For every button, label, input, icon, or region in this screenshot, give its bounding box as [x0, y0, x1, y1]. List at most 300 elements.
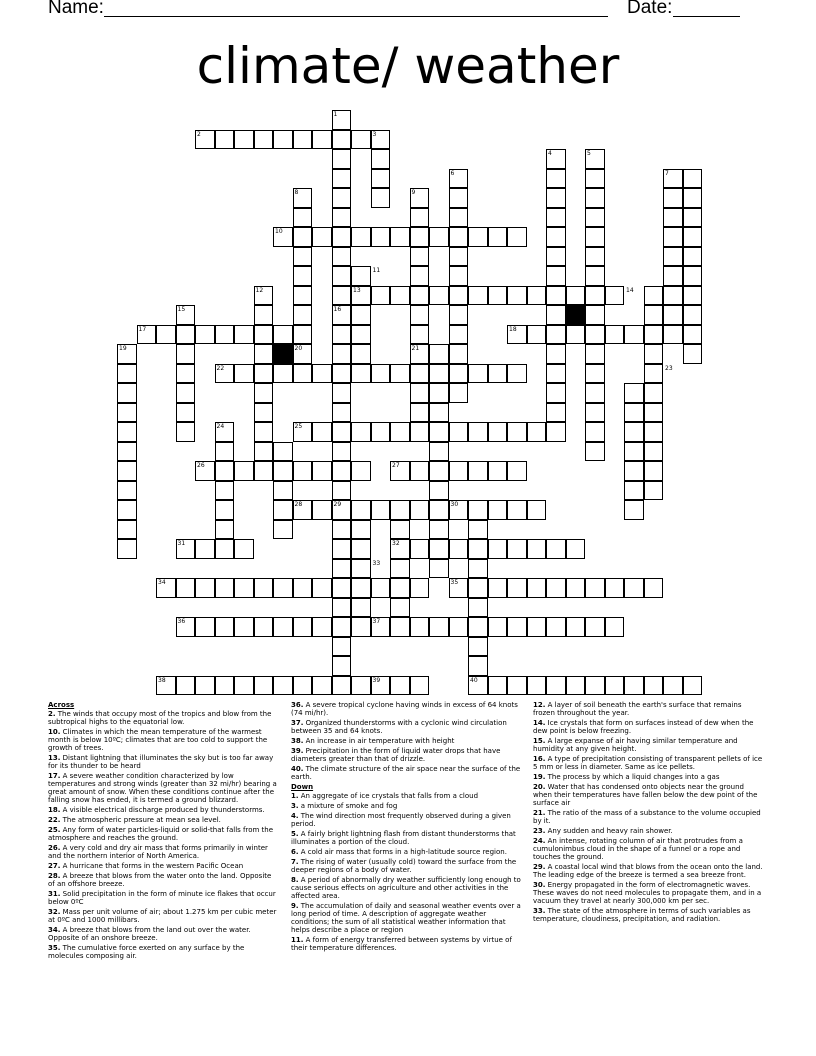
grid-cell[interactable]: [410, 383, 430, 403]
grid-cell[interactable]: [117, 481, 137, 501]
grid-cell[interactable]: [371, 227, 391, 247]
grid-cell[interactable]: [390, 227, 410, 247]
grid-cell[interactable]: [351, 559, 371, 579]
grid-cell[interactable]: [429, 442, 449, 462]
grid-cell[interactable]: [234, 364, 254, 384]
grid-cell[interactable]: [117, 422, 137, 442]
grid-cell[interactable]: [293, 364, 313, 384]
grid-cell[interactable]: [527, 578, 547, 598]
grid-cell[interactable]: [527, 325, 547, 345]
grid-cell[interactable]: [332, 286, 352, 306]
grid-cell[interactable]: [429, 344, 449, 364]
grid-cell[interactable]: [644, 676, 664, 696]
grid-cell[interactable]: [390, 364, 410, 384]
grid-cell[interactable]: [488, 422, 508, 442]
grid-cell[interactable]: [429, 559, 449, 579]
grid-cell[interactable]: [585, 403, 605, 423]
grid-cell[interactable]: [624, 500, 644, 520]
grid-cell[interactable]: [507, 500, 527, 520]
grid-cell[interactable]: [527, 617, 547, 637]
grid-cell[interactable]: [254, 305, 274, 325]
grid-cell[interactable]: [371, 422, 391, 442]
grid-cell[interactable]: [683, 266, 703, 286]
grid-cell[interactable]: [273, 461, 293, 481]
grid-cell[interactable]: [585, 208, 605, 228]
grid-cell[interactable]: [410, 461, 430, 481]
grid-cell[interactable]: [585, 364, 605, 384]
grid-cell[interactable]: [449, 383, 469, 403]
grid-cell[interactable]: [488, 578, 508, 598]
grid-cell[interactable]: [507, 227, 527, 247]
grid-cell[interactable]: [254, 130, 274, 150]
grid-cell[interactable]: [566, 286, 586, 306]
grid-cell[interactable]: [468, 656, 488, 676]
grid-cell[interactable]: [663, 305, 683, 325]
grid-cell[interactable]: [371, 364, 391, 384]
grid-cell[interactable]: [410, 403, 430, 423]
grid-cell[interactable]: [176, 403, 196, 423]
grid-cell[interactable]: [605, 325, 625, 345]
grid-cell[interactable]: [488, 364, 508, 384]
grid-cell[interactable]: [254, 617, 274, 637]
grid-cell[interactable]: [683, 247, 703, 267]
grid-cell[interactable]: [585, 247, 605, 267]
grid-cell[interactable]: [312, 364, 332, 384]
grid-cell[interactable]: [644, 325, 664, 345]
grid-cell[interactable]: [234, 539, 254, 559]
grid-cell[interactable]: [585, 227, 605, 247]
grid-cell[interactable]: [566, 676, 586, 696]
grid-cell[interactable]: [332, 247, 352, 267]
grid-cell[interactable]: [273, 130, 293, 150]
grid-cell[interactable]: [351, 500, 371, 520]
grid-cell[interactable]: [351, 617, 371, 637]
grid-cell[interactable]: [293, 617, 313, 637]
grid-cell[interactable]: [332, 617, 352, 637]
grid-cell[interactable]: [351, 364, 371, 384]
grid-cell[interactable]: [332, 149, 352, 169]
grid-cell[interactable]: [312, 617, 332, 637]
grid-cell[interactable]: [546, 364, 566, 384]
grid-cell[interactable]: [624, 383, 644, 403]
grid-cell[interactable]: [371, 286, 391, 306]
grid-cell[interactable]: [663, 188, 683, 208]
grid-cell[interactable]: [156, 325, 176, 345]
grid-cell[interactable]: [273, 481, 293, 501]
grid-cell[interactable]: [468, 227, 488, 247]
grid-cell[interactable]: [351, 422, 371, 442]
grid-cell[interactable]: [507, 286, 527, 306]
grid-cell[interactable]: [410, 500, 430, 520]
grid-cell[interactable]: [215, 539, 235, 559]
grid-cell[interactable]: [429, 617, 449, 637]
grid-cell[interactable]: [546, 383, 566, 403]
grid-cell[interactable]: [332, 266, 352, 286]
grid-cell[interactable]: [332, 383, 352, 403]
grid-cell[interactable]: [429, 286, 449, 306]
grid-cell[interactable]: [429, 481, 449, 501]
grid-cell[interactable]: [351, 227, 371, 247]
grid-cell[interactable]: [332, 130, 352, 150]
grid-cell[interactable]: [546, 422, 566, 442]
grid-cell[interactable]: [507, 539, 527, 559]
grid-cell[interactable]: [371, 578, 391, 598]
grid-cell[interactable]: [332, 481, 352, 501]
grid-cell[interactable]: [488, 286, 508, 306]
grid-cell[interactable]: [332, 578, 352, 598]
grid-cell[interactable]: [566, 578, 586, 598]
grid-cell[interactable]: [371, 188, 391, 208]
grid-cell[interactable]: [254, 578, 274, 598]
grid-cell[interactable]: [117, 383, 137, 403]
grid-cell[interactable]: [449, 539, 469, 559]
grid-cell[interactable]: [468, 637, 488, 657]
grid-cell[interactable]: [234, 325, 254, 345]
grid-cell[interactable]: [468, 578, 488, 598]
grid-cell[interactable]: [663, 247, 683, 267]
grid-cell[interactable]: [468, 364, 488, 384]
grid-cell[interactable]: [254, 442, 274, 462]
grid-cell[interactable]: [351, 305, 371, 325]
grid-cell[interactable]: [215, 442, 235, 462]
grid-cell[interactable]: [644, 383, 664, 403]
grid-cell[interactable]: [254, 344, 274, 364]
grid-cell[interactable]: [176, 676, 196, 696]
grid-cell[interactable]: [683, 676, 703, 696]
grid-cell[interactable]: [117, 461, 137, 481]
grid-cell[interactable]: [390, 500, 410, 520]
grid-cell[interactable]: [585, 188, 605, 208]
grid-cell[interactable]: [507, 617, 527, 637]
grid-cell[interactable]: [390, 676, 410, 696]
grid-cell[interactable]: [254, 676, 274, 696]
grid-cell[interactable]: [390, 598, 410, 618]
grid-cell[interactable]: [683, 286, 703, 306]
grid-cell[interactable]: [429, 461, 449, 481]
grid-cell[interactable]: [449, 247, 469, 267]
grid-cell[interactable]: [449, 227, 469, 247]
grid-cell[interactable]: [468, 520, 488, 540]
grid-cell[interactable]: [546, 247, 566, 267]
grid-cell[interactable]: [546, 578, 566, 598]
grid-cell[interactable]: [663, 266, 683, 286]
grid-cell[interactable]: [449, 364, 469, 384]
grid-cell[interactable]: [273, 442, 293, 462]
grid-cell[interactable]: [351, 130, 371, 150]
grid-cell[interactable]: [449, 325, 469, 345]
grid-cell[interactable]: [273, 364, 293, 384]
grid-cell[interactable]: [663, 325, 683, 345]
grid-cell[interactable]: [293, 208, 313, 228]
grid-cell[interactable]: [254, 422, 274, 442]
grid-cell[interactable]: [663, 676, 683, 696]
grid-cell[interactable]: [624, 442, 644, 462]
grid-cell[interactable]: [429, 403, 449, 423]
grid-cell[interactable]: [254, 383, 274, 403]
grid-cell[interactable]: [215, 578, 235, 598]
grid-cell[interactable]: [449, 208, 469, 228]
grid-cell[interactable]: [585, 578, 605, 598]
grid-cell[interactable]: [332, 656, 352, 676]
grid-cell[interactable]: [429, 422, 449, 442]
grid-cell[interactable]: [312, 130, 332, 150]
grid-cell[interactable]: [351, 325, 371, 345]
grid-cell[interactable]: [351, 344, 371, 364]
grid-cell[interactable]: [410, 247, 430, 267]
grid-cell[interactable]: [234, 578, 254, 598]
grid-cell[interactable]: [332, 227, 352, 247]
grid-cell[interactable]: [527, 422, 547, 442]
grid-cell[interactable]: [585, 344, 605, 364]
grid-cell[interactable]: [546, 208, 566, 228]
grid-cell[interactable]: [312, 500, 332, 520]
grid-cell[interactable]: [293, 247, 313, 267]
grid-cell[interactable]: [332, 461, 352, 481]
grid-cell[interactable]: [644, 286, 664, 306]
grid-cell[interactable]: [605, 286, 625, 306]
grid-cell[interactable]: [527, 539, 547, 559]
grid-cell[interactable]: [683, 305, 703, 325]
grid-cell[interactable]: [546, 305, 566, 325]
grid-cell[interactable]: [215, 500, 235, 520]
grid-cell[interactable]: [488, 227, 508, 247]
grid-cell[interactable]: [644, 578, 664, 598]
grid-cell[interactable]: [254, 461, 274, 481]
grid-cell[interactable]: [585, 676, 605, 696]
grid-cell[interactable]: [683, 188, 703, 208]
grid-cell[interactable]: [429, 227, 449, 247]
grid-cell[interactable]: [215, 676, 235, 696]
grid-cell[interactable]: [215, 130, 235, 150]
grid-cell[interactable]: [390, 520, 410, 540]
grid-cell[interactable]: [429, 520, 449, 540]
grid-cell[interactable]: [546, 169, 566, 189]
grid-cell[interactable]: [468, 539, 488, 559]
grid-cell[interactable]: [312, 461, 332, 481]
grid-cell[interactable]: [332, 169, 352, 189]
grid-cell[interactable]: [507, 422, 527, 442]
grid-cell[interactable]: [429, 364, 449, 384]
grid-cell[interactable]: [507, 364, 527, 384]
grid-cell[interactable]: [312, 578, 332, 598]
grid-cell[interactable]: [663, 208, 683, 228]
grid-cell[interactable]: [117, 364, 137, 384]
grid-cell[interactable]: [293, 461, 313, 481]
grid-cell[interactable]: [234, 130, 254, 150]
grid-cell[interactable]: [332, 442, 352, 462]
grid-cell[interactable]: [527, 286, 547, 306]
grid-cell[interactable]: [468, 617, 488, 637]
grid-cell[interactable]: [624, 676, 644, 696]
grid-cell[interactable]: [410, 266, 430, 286]
grid-cell[interactable]: [624, 578, 644, 598]
grid-cell[interactable]: [410, 305, 430, 325]
grid-cell[interactable]: [351, 266, 371, 286]
grid-cell[interactable]: [449, 305, 469, 325]
grid-cell[interactable]: [332, 676, 352, 696]
grid-cell[interactable]: [468, 500, 488, 520]
grid-cell[interactable]: [527, 676, 547, 696]
grid-cell[interactable]: [546, 266, 566, 286]
grid-cell[interactable]: [605, 578, 625, 598]
grid-cell[interactable]: [351, 520, 371, 540]
grid-cell[interactable]: [546, 539, 566, 559]
grid-cell[interactable]: [449, 188, 469, 208]
grid-cell[interactable]: [410, 422, 430, 442]
grid-cell[interactable]: [351, 539, 371, 559]
grid-cell[interactable]: [449, 344, 469, 364]
grid-cell[interactable]: [546, 403, 566, 423]
grid-cell[interactable]: [273, 617, 293, 637]
grid-cell[interactable]: [605, 617, 625, 637]
grid-cell[interactable]: [234, 617, 254, 637]
grid-cell[interactable]: [585, 422, 605, 442]
grid-cell[interactable]: [585, 617, 605, 637]
grid-cell[interactable]: [546, 344, 566, 364]
grid-cell[interactable]: [585, 305, 605, 325]
grid-cell[interactable]: [527, 500, 547, 520]
grid-cell[interactable]: [644, 461, 664, 481]
grid-cell[interactable]: [176, 422, 196, 442]
grid-cell[interactable]: [683, 169, 703, 189]
grid-cell[interactable]: [117, 539, 137, 559]
grid-cell[interactable]: [429, 539, 449, 559]
grid-cell[interactable]: [410, 227, 430, 247]
grid-cell[interactable]: [624, 481, 644, 501]
grid-cell[interactable]: [254, 403, 274, 423]
grid-cell[interactable]: [117, 520, 137, 540]
grid-cell[interactable]: [429, 500, 449, 520]
grid-cell[interactable]: [351, 461, 371, 481]
grid-cell[interactable]: [215, 617, 235, 637]
grid-cell[interactable]: [683, 227, 703, 247]
grid-cell[interactable]: [449, 461, 469, 481]
grid-cell[interactable]: [332, 344, 352, 364]
grid-cell[interactable]: [215, 461, 235, 481]
grid-cell[interactable]: [663, 286, 683, 306]
grid-cell[interactable]: [390, 559, 410, 579]
grid-cell[interactable]: [624, 422, 644, 442]
grid-cell[interactable]: [332, 539, 352, 559]
grid-cell[interactable]: [624, 403, 644, 423]
grid-cell[interactable]: [585, 383, 605, 403]
grid-cell[interactable]: [507, 578, 527, 598]
grid-cell[interactable]: [644, 403, 664, 423]
grid-cell[interactable]: [488, 500, 508, 520]
grid-cell[interactable]: [644, 442, 664, 462]
grid-cell[interactable]: [332, 325, 352, 345]
grid-cell[interactable]: [566, 325, 586, 345]
grid-cell[interactable]: [351, 578, 371, 598]
grid-cell[interactable]: [410, 676, 430, 696]
grid-cell[interactable]: [585, 442, 605, 462]
grid-cell[interactable]: [234, 461, 254, 481]
grid-cell[interactable]: [410, 539, 430, 559]
grid-cell[interactable]: [332, 208, 352, 228]
grid-cell[interactable]: [332, 188, 352, 208]
grid-cell[interactable]: [624, 461, 644, 481]
grid-cell[interactable]: [332, 637, 352, 657]
grid-cell[interactable]: [449, 617, 469, 637]
grid-cell[interactable]: [410, 286, 430, 306]
grid-cell[interactable]: [332, 364, 352, 384]
grid-cell[interactable]: [371, 169, 391, 189]
grid-cell[interactable]: [273, 578, 293, 598]
grid-cell[interactable]: [293, 266, 313, 286]
grid-cell[interactable]: [332, 598, 352, 618]
grid-cell[interactable]: [507, 461, 527, 481]
grid-cell[interactable]: [312, 227, 332, 247]
grid-cell[interactable]: [449, 266, 469, 286]
grid-cell[interactable]: [273, 676, 293, 696]
grid-cell[interactable]: [195, 676, 215, 696]
grid-cell[interactable]: [449, 286, 469, 306]
grid-cell[interactable]: [332, 520, 352, 540]
grid-cell[interactable]: [683, 344, 703, 364]
grid-cell[interactable]: [195, 578, 215, 598]
grid-cell[interactable]: [273, 500, 293, 520]
grid-cell[interactable]: [488, 676, 508, 696]
grid-cell[interactable]: [429, 383, 449, 403]
grid-cell[interactable]: [488, 539, 508, 559]
grid-cell[interactable]: [546, 286, 566, 306]
grid-cell[interactable]: [312, 422, 332, 442]
grid-cell[interactable]: [273, 325, 293, 345]
grid-cell[interactable]: [293, 578, 313, 598]
grid-cell[interactable]: [644, 344, 664, 364]
grid-cell[interactable]: [410, 208, 430, 228]
grid-cell[interactable]: [468, 422, 488, 442]
grid-cell[interactable]: [332, 422, 352, 442]
grid-cell[interactable]: [644, 364, 664, 384]
grid-cell[interactable]: [585, 325, 605, 345]
grid-cell[interactable]: [293, 130, 313, 150]
grid-cell[interactable]: [176, 364, 196, 384]
grid-cell[interactable]: [410, 364, 430, 384]
grid-cell[interactable]: [546, 617, 566, 637]
grid-cell[interactable]: [468, 598, 488, 618]
grid-cell[interactable]: [117, 442, 137, 462]
grid-cell[interactable]: [351, 598, 371, 618]
grid-cell[interactable]: [449, 422, 469, 442]
grid-cell[interactable]: [215, 520, 235, 540]
grid-cell[interactable]: [410, 325, 430, 345]
grid-cell[interactable]: [390, 617, 410, 637]
grid-cell[interactable]: [390, 422, 410, 442]
grid-cell[interactable]: [468, 286, 488, 306]
grid-cell[interactable]: [683, 325, 703, 345]
grid-cell[interactable]: [254, 325, 274, 345]
grid-cell[interactable]: [546, 227, 566, 247]
grid-cell[interactable]: [215, 325, 235, 345]
grid-cell[interactable]: [488, 617, 508, 637]
grid-cell[interactable]: [410, 578, 430, 598]
grid-cell[interactable]: [605, 676, 625, 696]
grid-cell[interactable]: [293, 305, 313, 325]
grid-cell[interactable]: [546, 676, 566, 696]
grid-cell[interactable]: [566, 539, 586, 559]
grid-cell[interactable]: [546, 325, 566, 345]
grid-cell[interactable]: [546, 188, 566, 208]
grid-cell[interactable]: [683, 208, 703, 228]
grid-cell[interactable]: [293, 676, 313, 696]
grid-cell[interactable]: [293, 286, 313, 306]
grid-cell[interactable]: [390, 286, 410, 306]
grid-cell[interactable]: [644, 422, 664, 442]
grid-cell[interactable]: [410, 617, 430, 637]
grid-cell[interactable]: [195, 539, 215, 559]
grid-cell[interactable]: [585, 266, 605, 286]
